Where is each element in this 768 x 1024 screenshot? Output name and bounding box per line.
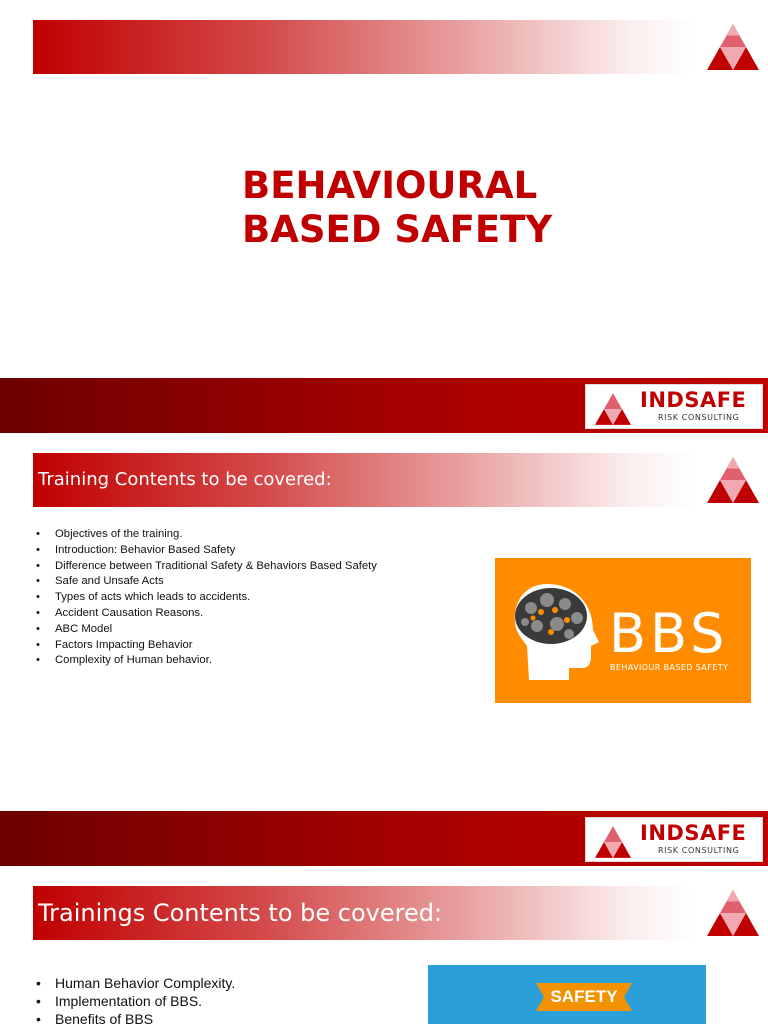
slide-training-contents — [0, 433, 768, 866]
safety-banner — [536, 983, 632, 1011]
header-gradient-bar — [33, 20, 695, 74]
list-item: • Benefits of BBS — [36, 1010, 235, 1024]
triangle-logo-icon — [595, 826, 631, 858]
list-item: • Objectives of the training. — [36, 527, 377, 543]
slide-heading: Training Contents to be covered: — [38, 469, 332, 490]
list-item: • Complexity of Human behavior. — [36, 653, 377, 669]
brand-logo — [585, 384, 763, 429]
header-gradient-bar — [33, 453, 695, 507]
safety-image — [428, 965, 706, 1024]
brand-name: INDSAFE — [640, 388, 747, 412]
triangle-logo-icon — [707, 457, 759, 503]
triangle-logo-icon — [595, 393, 631, 425]
training-topics-list — [36, 974, 235, 1024]
presentation-title — [242, 164, 642, 252]
bbs-image — [495, 558, 751, 703]
brand-tagline: RISK CONSULTING — [658, 413, 740, 422]
list-item: • Safe and Unsafe Acts — [36, 574, 377, 590]
brand-tagline: RISK CONSULTING — [658, 846, 740, 855]
title-line-2: BASED SAFETY — [242, 208, 553, 251]
title-line-1: BEHAVIOURAL — [242, 164, 538, 207]
brand-logo — [585, 817, 763, 862]
footer-bar — [0, 811, 768, 866]
bbs-logo-text: BBS — [609, 602, 729, 665]
list-item: • Types of acts which leads to accidents. — [36, 590, 377, 606]
list-item: • Accident Causation Reasons. — [36, 606, 377, 622]
training-topics-list — [36, 527, 377, 669]
slide-title — [0, 0, 768, 433]
triangle-logo-icon — [707, 24, 759, 70]
safety-banner-text: SAFETY — [550, 987, 618, 1006]
list-item: • Difference between Traditional Safety & Behaviors Based Safety — [36, 559, 377, 575]
list-item: • Introduction: Behavior Based Safety — [36, 543, 377, 559]
triangle-logo-icon — [707, 890, 759, 936]
footer-bar — [0, 378, 768, 433]
list-item: • ABC Model — [36, 622, 377, 638]
list-item: • Factors Impacting Behavior — [36, 638, 377, 654]
brand-name: INDSAFE — [640, 821, 747, 845]
list-item: • Human Behavior Complexity. — [36, 974, 235, 992]
slide-heading: Trainings Contents to be covered: — [38, 899, 443, 927]
slide-trainings-contents — [0, 866, 768, 1024]
brain-head-icon — [507, 576, 617, 696]
bbs-caption: BEHAVIOUR BASED SAFETY — [610, 663, 729, 672]
header-gradient-bar — [33, 886, 695, 940]
list-item: • Implementation of BBS. — [36, 992, 235, 1010]
